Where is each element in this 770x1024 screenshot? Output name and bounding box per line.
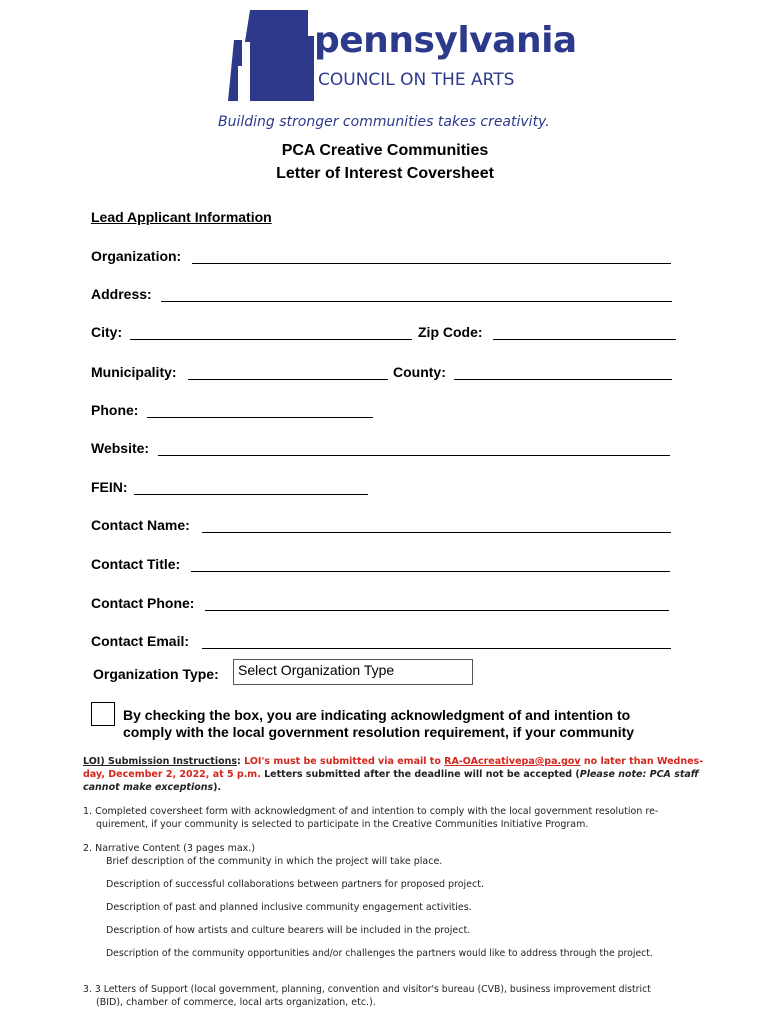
list-sub-item: Brief description of the community in which the project will take place. [106, 856, 443, 867]
contact-title-field[interactable] [191, 557, 670, 572]
organization-label: Organization: [91, 248, 182, 264]
page-subtitle: Letter of Interest Coversheet [276, 165, 494, 182]
phone-field[interactable] [147, 403, 373, 418]
contact-name-label: Contact Name: [91, 517, 190, 533]
tagline: Building stronger communities takes creativity. [218, 114, 550, 130]
municipality-label: Municipality: [91, 364, 177, 380]
logo-wordmark: pennsylvania [314, 20, 577, 61]
county-label: County: [393, 364, 446, 380]
list-item-2: 2. Narrative Content (3 pages max.) [83, 843, 256, 854]
list-item-3: 3. 3 Letters of Support (local government, planning, convention and visitor's bureau (CVB), business improvement district (BID), chamber of commerce, local arts organization, etc.). [83, 984, 651, 1008]
logo [228, 8, 588, 103]
submission-instructions: LOI) Submission Instructions: LOI's must be submitted via email to RA-OAcreativepa@pa.gov no later than Wednes- day, December 2, 2022, at 5 p.m. Letters submitted after the deadline will not be accepted (Please note: PCA staff cannot make exceptions). [83, 756, 704, 793]
contact-phone-field[interactable] [205, 596, 669, 611]
county-field[interactable] [454, 365, 672, 380]
phone-label: Phone: [91, 402, 139, 418]
city-label: City: [91, 324, 123, 340]
contact-phone-label: Contact Phone: [91, 595, 195, 611]
org-type-label: Organization Type: [93, 666, 219, 682]
contact-email-field[interactable] [202, 634, 671, 649]
address-label: Address: [91, 286, 152, 302]
page-title: PCA Creative Communities [281, 142, 489, 159]
website-label: Website: [91, 440, 150, 456]
municipality-field[interactable] [188, 365, 388, 380]
contact-title-label: Contact Title: [91, 556, 181, 572]
list-sub-item: Description of successful collaborations between partners for proposed project. [106, 879, 484, 890]
address-field[interactable] [161, 287, 672, 302]
acknowledgment-text-line2: comply with the local government resolution requirement, if your community [123, 724, 635, 740]
section-heading: Lead Applicant Information [91, 209, 272, 225]
keystone-icon [228, 8, 318, 103]
logo-subtitle: COUNCIL ON THE ARTS [318, 70, 515, 90]
website-field[interactable] [158, 441, 670, 456]
instructions-red-text: LOI's must be submitted via email to [240, 756, 445, 767]
org-type-select[interactable]: Select Organization Type [233, 659, 473, 685]
acknowledgment-checkbox[interactable] [91, 702, 115, 726]
zip-field[interactable] [493, 325, 676, 340]
instructions-heading: LOI) Submission Instructions [83, 756, 238, 767]
list-sub-item: Description of the community opportunities and/or challenges the partners would like to address through the project. [106, 948, 653, 959]
zip-label: Zip Code: [418, 324, 483, 340]
contact-name-field[interactable] [202, 518, 671, 533]
contact-email-label: Contact Email: [91, 633, 190, 649]
organization-field[interactable] [192, 249, 671, 264]
list-sub-item: Description of past and planned inclusive community engagement activities. [106, 902, 472, 913]
acknowledgment-text-line1: By checking the box, you are indicating acknowledgment of and intention to [123, 707, 631, 723]
fein-field[interactable] [134, 480, 368, 495]
list-item-1: 1. Completed coversheet form with acknowledgment of and intention to comply with the local government resolution re- quirement, if your community is selected to participate in the Creative Communities Initiative Program. [83, 806, 659, 830]
fein-label: FEIN: [91, 479, 128, 495]
list-sub-item: Description of how artists and culture bearers will be included in the project. [106, 925, 471, 936]
city-field[interactable] [130, 325, 412, 340]
deadline-text: day, December 2, 2022, at 5 p.m. [83, 769, 261, 780]
submission-email-link[interactable]: RA-OAcreativepa@pa.gov [444, 756, 581, 767]
